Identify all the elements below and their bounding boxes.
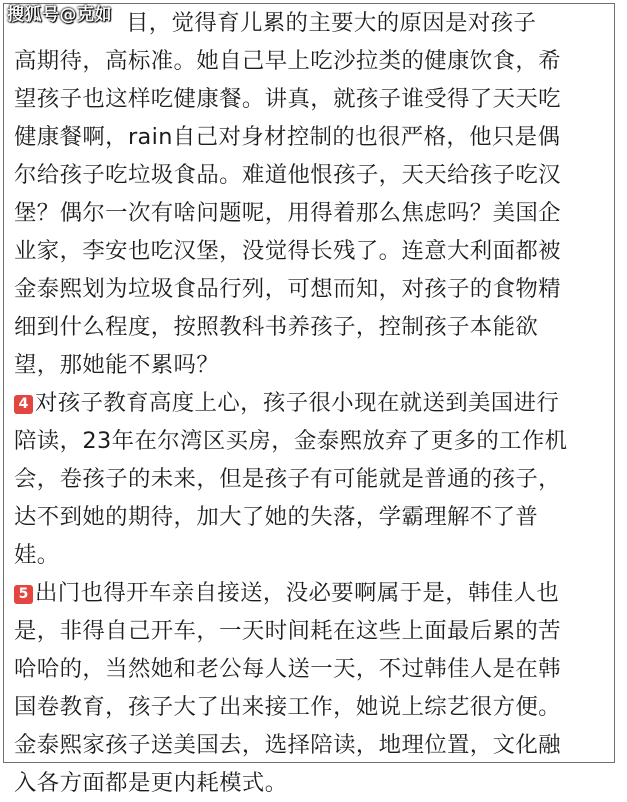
text-line: 金泰熙划为垃圾食品行列，可想而知，对孩子的食物精 xyxy=(14,276,561,302)
text-line: 目，觉得育儿累的主要大的原因是对孩子 xyxy=(126,10,537,36)
text-line-content: 出门也得开车亲自接送，没必要啊属于是，韩佳人也 xyxy=(35,580,560,606)
text-line: 望孩子也这样吃健康餐。讲真，就孩子谁受得了天天吃 xyxy=(14,86,561,112)
text-line: 娃。 xyxy=(14,542,60,568)
text-line: 达不到她的期待，加大了她的失落，学霸理解不了普 xyxy=(14,504,539,530)
text-line: 哈哈的，当然她和老公每人送一天，不过韩佳人是在韩 xyxy=(14,656,561,682)
text-line: 会，卷孩子的未来，但是孩子有可能就是普通的孩子， xyxy=(14,466,561,492)
text-line: 健康餐啊，rain自己对身材控制的也很严格，他只是偶 xyxy=(14,124,561,150)
source-watermark: 搜狐号@克如 xyxy=(7,5,112,25)
number-5-badge-icon: 5 xyxy=(14,585,33,604)
paragraph-1 xyxy=(14,4,612,384)
text-line xyxy=(14,384,612,422)
text-line: 入各方面都是更内耗模式。 xyxy=(14,770,288,796)
text-line: 细到什么程度，按照教科书养孩子，控制孩子本能欲 xyxy=(14,314,539,340)
article-text-frame xyxy=(3,3,615,796)
text-line: 是，非得自己开车，一天时间耗在这些上面最后累的苦 xyxy=(14,618,561,644)
text-line: 高期待，高标准。她自己早上吃沙拉类的健康饮食，希 xyxy=(14,48,561,74)
text-line-content: 对孩子教育高度上心，孩子很小现在就送到美国进行 xyxy=(35,390,560,416)
paragraph-2 xyxy=(14,384,612,574)
text-line: 业家，李安也吃汉堡，没觉得长残了。连意大利面都被 xyxy=(14,238,561,264)
paragraph-3 xyxy=(14,574,612,802)
text-line: 堡？偶尔一次有啥问题呢，用得着那么焦虑吗？美国企 xyxy=(14,200,561,226)
text-line: 金泰熙家孩子送美国去，选择陪读，地理位置，文化融 xyxy=(14,732,561,758)
text-line: 国卷教育，孩子大了出来接工作，她说上综艺很方便。 xyxy=(14,694,561,720)
text-line: 尔给孩子吃垃圾食品。难道他恨孩子，天天给孩子吃汉 xyxy=(14,162,561,188)
number-4-badge-icon: 4 xyxy=(14,395,33,414)
text-line xyxy=(14,574,612,612)
text-line: 望，那她能不累吗？ xyxy=(14,352,220,378)
article-body xyxy=(14,4,612,802)
text-line: 陪读，23年在尔湾区买房，金泰熙放弃了更多的工作机 xyxy=(14,428,568,454)
